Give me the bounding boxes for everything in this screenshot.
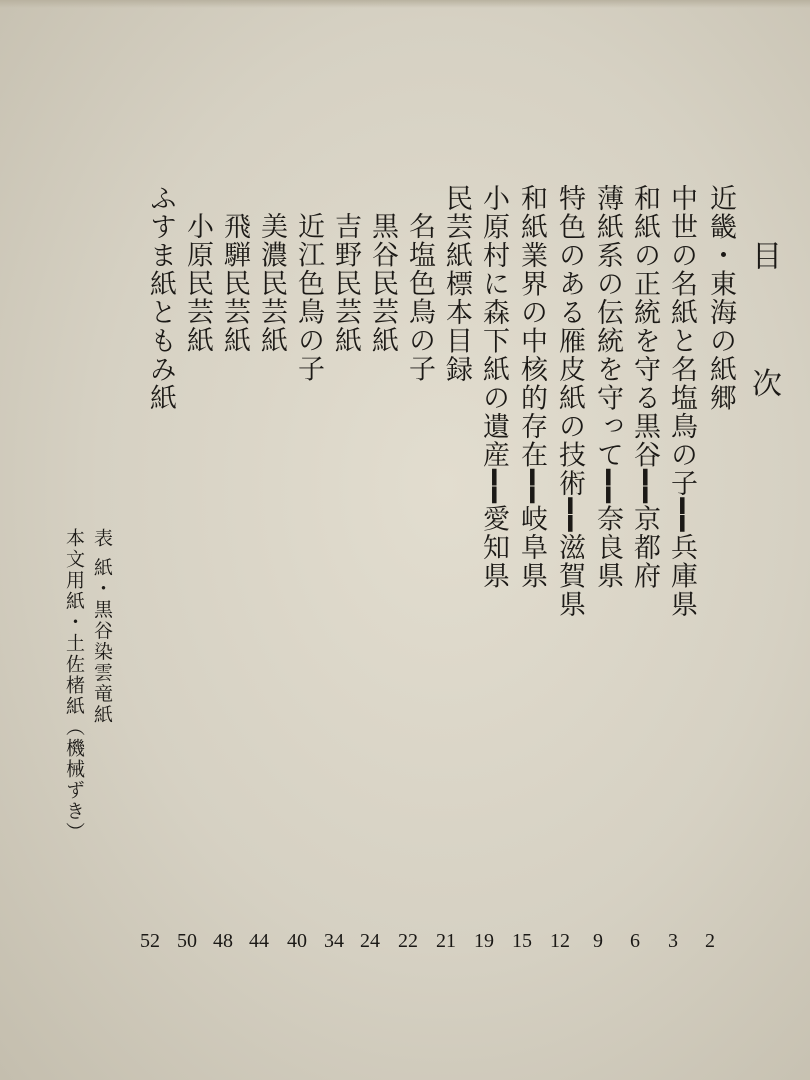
body-paper-note: 本文用紙・土佐楮紙（機械ずき） — [63, 528, 85, 843]
page-number-row — [138, 930, 728, 954]
toc-page-number: 40 — [287, 930, 307, 952]
toc-page-number: 12 — [550, 930, 570, 952]
toc-page-number: 15 — [512, 930, 532, 952]
toc-page-number: 34 — [324, 930, 344, 952]
toc-entry-title: 吉野民芸紙 — [330, 212, 361, 355]
toc-entry-title: 薄紙系の伝統を守って━━奈良県 — [592, 184, 623, 591]
toc-page-number: 6 — [630, 930, 640, 952]
toc-page-number: 3 — [668, 930, 678, 952]
toc-entry-title: 和紙業界の中核的存在━━岐阜県 — [516, 184, 547, 591]
toc-entry-title: 黒谷民芸紙 — [367, 212, 398, 355]
toc-entry-title: 近江色鳥の子 — [293, 212, 324, 383]
toc-entry-title: 美濃民芸紙 — [256, 212, 287, 355]
toc-page-number: 44 — [249, 930, 269, 952]
cover-paper-note: 表 紙・黒谷染雲竜紙 — [91, 528, 113, 726]
toc-page-number: 52 — [140, 930, 160, 952]
toc-entry-title: 小原村に森下紙の遺産━━愛知県 — [478, 184, 509, 591]
toc-page-number: 48 — [213, 930, 233, 952]
toc-page-number: 2 — [705, 930, 715, 952]
toc-entry-title: 民芸紙標本目録 — [441, 184, 472, 384]
toc-page-number: 21 — [436, 930, 456, 952]
toc-entry-title: 特色のある雁皮紙の技術━━滋賀県 — [554, 184, 585, 619]
toc-page-number: 24 — [360, 930, 380, 952]
toc-page-number: 9 — [593, 930, 603, 952]
toc-heading: 目 次 — [746, 240, 781, 442]
toc-entry-title: ふすま紙ともみ紙 — [145, 184, 176, 412]
page-edge-shadow — [0, 0, 810, 8]
toc-entry-title: 近畿・東海の紙郷 — [705, 184, 736, 412]
toc-entry-title: 中世の名紙と名塩鳥の子━━兵庫県 — [666, 184, 697, 619]
toc-page-number: 22 — [398, 930, 418, 952]
toc-entry-title: 小原民芸紙 — [182, 212, 213, 355]
toc-entry-title: 名塩色鳥の子 — [404, 212, 435, 383]
toc-entry-title: 和紙の正統を守る黒谷━━京都府 — [629, 184, 660, 591]
toc-entry-title: 飛騨民芸紙 — [219, 212, 250, 355]
toc-page-number: 19 — [474, 930, 494, 952]
toc-page-number: 50 — [177, 930, 197, 952]
